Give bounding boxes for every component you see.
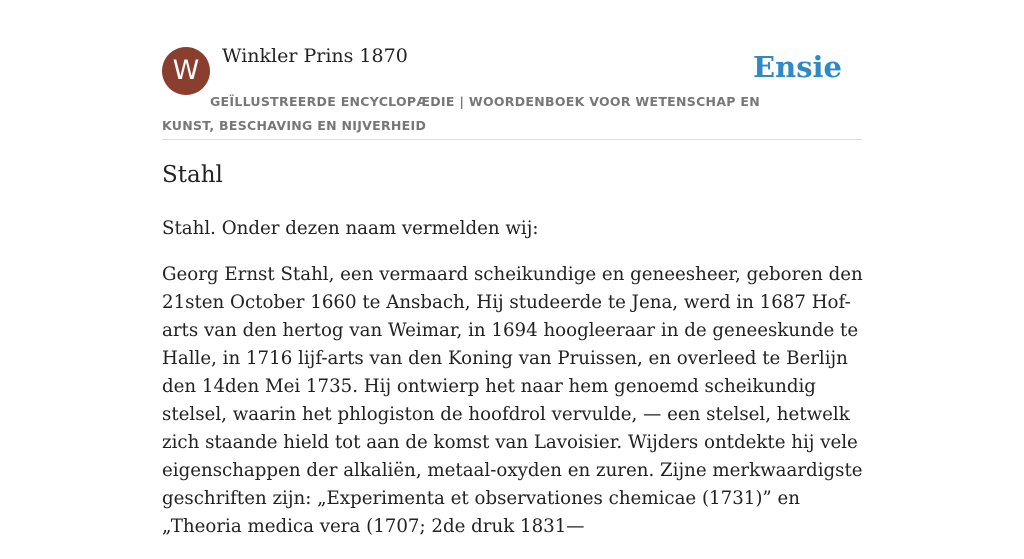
article-body [162, 215, 864, 559]
source-subtitle: GEÏLLUSTREERDE ENCYCLOPÆDIE | WOORDENBOEK VOOR WETENSCHAP EN KUNST, BESCHAVING EN NIJVERHEID [162, 94, 760, 133]
article-paragraph-main: Georg Ernst Stahl, een vermaard scheikundige en geneesheer, geboren den 21sten October 1660 te Ansbach, Hij studeerde te Jena, werd in 1687 Hof-arts van den hertog van Weimar, in 1694 hoogleeraar in de geneeskunde te Halle, in 1716 lijf-arts van den Koning van Pruissen, en overleed te Berlijn den 14den Mei 1735. Hij ontwierp het naar hem genoemd scheikundig stelsel, waarin het phlogiston de hoofdrol vervulde, — een stelsel, hetwelk zich staande hield tot aan de komst van Lavoisier. Wijders ontdekte hij vele eigenschappen der alkaliën, metaal-oxyden en zuren. Zijne merkwaardigste geschriften zijn: „Experimenta et observationes chemicae (1731)” en „Theoria medica vera (1707; 2de druk 1831— [162, 264, 863, 537]
source-title-link[interactable]: Winkler Prins 1870 [222, 45, 408, 67]
ensie-logo[interactable]: Ensie [753, 50, 842, 84]
article-heading: Stahl [162, 162, 223, 188]
header-divider [162, 139, 862, 140]
source-avatar[interactable]: W [162, 47, 210, 95]
article-paragraph-intro: Stahl. Onder dezen naam vermelden wij: [162, 218, 539, 239]
